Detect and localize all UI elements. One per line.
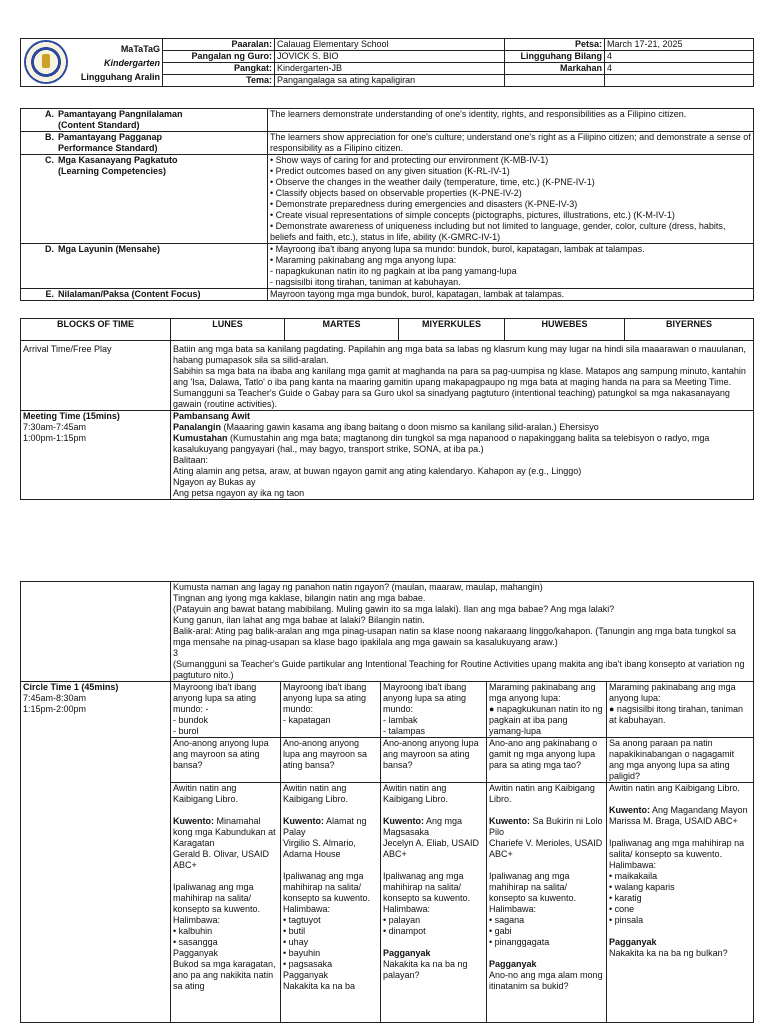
biyernes-question: Sa anong paraan pa natin napakikinabangan o nagagamit ang mga anyong lupa sa ating paligid?	[607, 738, 754, 783]
std-a-title: Pamantayang Pangnilalaman	[58, 109, 183, 119]
story-details: Ipaliwanag ang mga mahihirap na salita/ konsepto sa kuwento. Halimbawa: • tagtuyot • butil • uhay • bayuhin • pagsasaka Pagganyak Nakakita ka na ba	[283, 871, 371, 991]
story-details: Ipaliwanag ang mga mahihirap na salita/ konsepto sa kuwento. Halimbawa: • palayan • dinampot	[383, 871, 471, 936]
tema-label: Tema:	[163, 75, 275, 87]
continuation-line: (Patayuin ang bawat batang mabibilang. Muling gawin ito sa mga lalaki). Ilan ang mga babae? Ang mga lalaki?	[173, 604, 615, 614]
competency-item: • Create visual representations of simple concepts (pictographs, pictures, illustrations, etc.) (K-M-IV-1)	[270, 210, 751, 221]
pagganyak-text: Ano-no ang mga alam mong itinatanim sa bukid?	[489, 970, 603, 991]
meeting-time: 1:00pm-1:15pm	[23, 433, 87, 443]
std-c-subtitle: (Learning Competencies)	[58, 166, 167, 176]
story-details: Ipaliwanag ang mga mahihirap na salita/ konsepto sa kuwento. Halimbawa: • kalbuhin • sasangga Pagganyak Bukod sa mga karagatan, ano pa ang nakikita natin sa ating	[173, 882, 276, 991]
continuation-line: Kumusta naman ang lagay ng panahon natin ngayon? (maulan, maaraw, maulap, mahangin)	[173, 582, 543, 592]
biyernes-objective: Maraming pakinabang ang mga anyong lupa: ● nagsisilbi itong tirahan, taniman at kabuhayan.	[607, 682, 754, 738]
std-b-text: The learners show appreciation for one's culture; understand one's right as a Filipino citizen; and demonstrate a sense of responsibility as a Filipino citizen.	[268, 132, 754, 155]
pagganyak-text: Nakakita ka na ba ng bulkan?	[609, 948, 728, 958]
martes-question: Ano-anong anyong lupa ang mayroon sa ating bansa?	[281, 738, 381, 783]
panalangin-text: (Maaaring gawin kasama ang ibang baitang o doon mismo sa kanilang silid-aralan.) Ehersisyo	[221, 422, 599, 432]
guro-label: Pangalan ng Guro:	[163, 51, 275, 63]
biyernes-story	[607, 783, 754, 1023]
arrival-para: Batiin ang mga bata sa kanilang pagdating. Papilahin ang mga bata sa labas ng klasrum kung may lugar na hindi sila maaarawan o mauulanan, habang pumapasok sila sa silid-aralan.	[173, 344, 746, 365]
lunes-story	[171, 783, 281, 1023]
std-b-letter: B.	[45, 132, 54, 142]
schedule-table	[20, 318, 754, 500]
std-d-title: Mga Layunin (Mensahe)	[58, 244, 161, 254]
circle-label: Circle Time 1 (45mins)	[23, 682, 119, 692]
story-details: Ipaliwanag ang mga mahihirap na salita/ konsepto sa kuwento. Halimbawa: • sagana • gabi • pinanggagata	[489, 871, 577, 947]
schedule-table-page2	[20, 581, 754, 1023]
objective-subitem: - nagsisilbi itong tirahan, taniman at kabuhayan.	[270, 277, 461, 287]
kuwento-text: Ang Magandang Mayon Marissa M. Braga, USAID ABC+	[609, 805, 748, 826]
story-details: Ipaliwanag ang mga mahihirap na salita/ konsepto sa kuwento. Halimbawa: • maikakaila • walang kaparis • karatig • cone • pinsala	[609, 838, 745, 925]
story-song: Awitin natin ang Kaibigang Libro.	[609, 783, 740, 793]
std-a-text: The learners demonstrate understanding of one's identity, rights, and responsibilities as a Filipino citizen.	[268, 109, 754, 132]
competency-item: • Demonstrate awareness of uniqueness including but not limited to language, gender, color, culture (dress, habits, beliefs and faith, etc.), status in life, ability (K-GMRC-IV-1)	[270, 221, 751, 243]
markahan-value: 4	[605, 63, 754, 75]
col-blocks: BLOCKS OF TIME	[21, 319, 171, 341]
continuation-line: Balik-aral: Ating pag balik-aralan ang mga pinag-usapan natin sa klase noong nakaraang linggo/kahapon. (Tanungin ang mga bata tungkol sa mga mensahe na pinag-usapan sa klase bago ipakilala ang mga gawain sa kasalukuyang araw.)	[173, 626, 736, 647]
col-martes: MARTES	[285, 319, 399, 341]
pagganyak-label: Pagganyak	[609, 937, 657, 947]
pangkat-label: Pangkat:	[163, 63, 275, 75]
circle-label-cell	[21, 682, 171, 1023]
kuwento-label: Kuwento:	[609, 805, 650, 815]
std-b-title: Pamantayang Pagganap	[58, 132, 163, 142]
paaralan-label: Paaralan:	[163, 39, 275, 51]
std-d-letter: D.	[45, 244, 54, 254]
kuwento-label: Kuwento:	[283, 816, 324, 826]
arrival-para: Sumangguni sa Teacher's Guide o Gabay para sa Guro ukol sa sinadyang pagtuturo (intentional teaching) patungkol sa mga nakasanayang gawain (routine activities).	[173, 388, 730, 409]
continuation-line: (Sumangguni sa Teacher's Guide partikular ang Intentional Teaching for Routine Activities upang makita ang iba't ibang konsepto at variation ng pagtuturo nito.)	[173, 659, 745, 680]
col-lunes: LUNES	[171, 319, 285, 341]
meeting-line: Ating alamin ang petsa, araw, at buwan ngayon gamit ang ating kalendaryo. Kahapon ay (e.g., Linggo)	[173, 466, 582, 476]
meeting-line: Ang petsa ngayon ay ika ng taon	[173, 488, 305, 498]
std-e-text: Mayroon tayong mga mga bundok, burol, kapatagan, lambak at talampas.	[268, 289, 754, 301]
markahan-label: Markahan	[505, 63, 605, 75]
competency-item: • Demonstrate preparedness during emergencies and disasters (K-PNE-IV-3)	[270, 199, 751, 210]
objective-item: • Mayroong iba't ibang anyong lupa sa mundo: bundok, burol, kapatagan, lambak at talampas.	[270, 244, 751, 255]
header-table	[20, 38, 754, 87]
miyerkules-objective: Mayroong iba't ibang anyong lupa sa ating mundo: - lambak - talampas	[381, 682, 487, 738]
kumustahan-text: (Kumustahin ang mga bata; magtanong din tungkol sa mga napanood o napakinggang balita sa telebisyon o radyo, mga kasalukuyang pangyayari (hal., may bagyo, transport strike, SONA, at iba pa.)	[173, 433, 710, 454]
miyerkules-story	[381, 783, 487, 1023]
continuation-text	[171, 582, 754, 682]
miyerkules-question: Ano-anong anyong lupa ang mayroon sa ating bansa?	[381, 738, 487, 783]
std-a-subtitle: (Content Standard)	[58, 120, 140, 130]
huwebes-story	[487, 783, 607, 1023]
meeting-label: Meeting Time (15mins)	[23, 411, 120, 421]
story-song: Awitin natin ang Kaibigang Libro.	[489, 783, 595, 804]
kuwento-text: Alamat ng Palay Virgilio S. Almario, Adarna House	[283, 816, 367, 859]
objective-subitem: - napagkukunan natin ito ng pagkain at iba pang yamang-lupa	[270, 266, 517, 276]
competency-item: • Show ways of caring for and protecting our environment (K-MB-IV-1)	[270, 155, 751, 166]
continuation-line: Kung ganun, ilan lahat ang mga babae at lalaki? Bilangin natin.	[173, 615, 425, 625]
bilang-label: Lingguhang Bilang	[505, 51, 605, 63]
std-e-title: Nilalaman/Paksa (Content Focus)	[58, 289, 201, 299]
std-c-letter: C.	[45, 155, 54, 165]
std-b-subtitle: Performance Standard)	[58, 143, 158, 153]
meeting-line: Ngayon ay Bukas ay	[173, 477, 256, 487]
huwebes-question: Ano-ano ang pakinabang o gamit ng mga anyong lupa para sa ating mga tao?	[487, 738, 607, 783]
tema-value: Pangangalaga sa ating kapaligiran	[275, 75, 505, 87]
std-c-list	[268, 155, 754, 244]
continuation-line: 3	[173, 648, 179, 658]
level-name: Kindergarten	[103, 57, 160, 68]
huwebes-objective: Maraming pakinabang ang mga anyong lupa: ● napagkukunan natin ito ng pagkain at iba pang yamang-lupa	[487, 682, 607, 738]
petsa-label: Petsa:	[505, 39, 605, 51]
org-name: MaTaTaG	[120, 43, 160, 54]
std-e-letter: E.	[45, 289, 54, 299]
martes-objective: Mayroong iba't ibang anyong lupa sa ating mundo: - kapatagan	[281, 682, 381, 738]
paaralan-value: Calauag Elementary School	[275, 39, 505, 51]
kuwento-text: Sa Bukirin ni Lolo Pilo Chariefe V. Merioles, USAID ABC+	[489, 816, 603, 859]
meeting-time: 7:30am-7:45am	[23, 422, 87, 432]
continuation-line: Tingnan ang iyong mga kaklase, bilangin natin ang mga babae.	[173, 593, 426, 603]
circle-time: 1:15pm-2:00pm	[23, 704, 87, 714]
lunes-question: Ano-anong anyong lupa ang mayroon sa ating bansa?	[171, 738, 281, 783]
lunes-objective: Mayroong iba't ibang anyong lupa sa ating mundo: - - bundok - burol	[171, 682, 281, 738]
competency-item: • Predict outcomes based on any given situation (K-RL-IV-1)	[270, 166, 751, 177]
story-song: Awitin natin ang Kaibigang Libro.	[383, 783, 449, 804]
arrival-label: Arrival Time/Free Play	[21, 341, 171, 411]
competency-item: • Classify objects based on observable properties (K-PNE-IV-2)	[270, 188, 751, 199]
meeting-text	[171, 411, 754, 500]
std-a-letter: A.	[45, 109, 54, 119]
kumustahan-label: Kumustahan	[173, 433, 228, 443]
kuwento-label: Kuwento:	[383, 816, 424, 826]
circle-time: 7:45am-8:30am	[23, 693, 87, 703]
meeting-label-cell	[21, 411, 171, 500]
std-d-list	[268, 244, 754, 289]
standards-table	[20, 108, 754, 301]
story-song: Awitin natin ang Kaibigang Libro.	[173, 783, 239, 804]
col-biyernes: BIYERNES	[625, 319, 754, 341]
meeting-awit: Pambansang Awit	[173, 411, 251, 421]
kuwento-text: Minamahal kong mga Kabundukan at Karagatan Gerald B. Olivar, USAID ABC+	[173, 816, 276, 870]
petsa-value: March 17-21, 2025	[605, 39, 754, 51]
kuwento-label: Kuwento:	[173, 816, 214, 826]
story-song: Awitin natin ang Kaibigang Libro.	[283, 783, 349, 804]
bilang-value: 4	[605, 51, 754, 63]
pagganyak-label: Pagganyak	[489, 959, 537, 969]
pagganyak-text: Nakakita ka na ba ng palayan?	[383, 959, 468, 980]
std-c-title: Mga Kasanayang Pagkatuto	[58, 155, 178, 165]
panalangin-label: Panalangin	[173, 422, 222, 432]
col-miyerkules: MIYERKULES	[399, 319, 505, 341]
kuwento-text: Ang mga Magsasaka Jecelyn A. Eliab, USAID ABC+	[383, 816, 480, 859]
martes-story	[281, 783, 381, 1023]
balitaan: Balitaan:	[173, 455, 209, 465]
guro-value: JOVICK S. BIO	[275, 51, 505, 63]
kuwento-label: Kuwento:	[489, 816, 530, 826]
col-huwebes: HUWEBES	[505, 319, 625, 341]
pangkat-value: Kindergarten-JB	[275, 63, 505, 75]
objective-item: • Maraming pakinabang ang mga anyong lupa:	[270, 255, 751, 266]
competency-item: • Observe the changes in the weather daily (temperature, time, etc.) (K-PNE-IV-1)	[270, 177, 751, 188]
arrival-text	[171, 341, 754, 411]
pagganyak-label: Pagganyak	[383, 948, 431, 958]
arrival-para: Sabihin sa mga bata na ibaba ang kanilang mga gamit at maghanda na para sa pag-uumpisa ng klase. Matapos ang sampung minuto, kantahin ang 'Isa, Dalawa, Tatlo' o iba pang kanta na maaring gamitin upang makapagpaupo ng mga bata at maging handa na para sa Meeting Time.	[173, 366, 746, 387]
doc-title: Lingguhang Aralin	[80, 71, 160, 82]
